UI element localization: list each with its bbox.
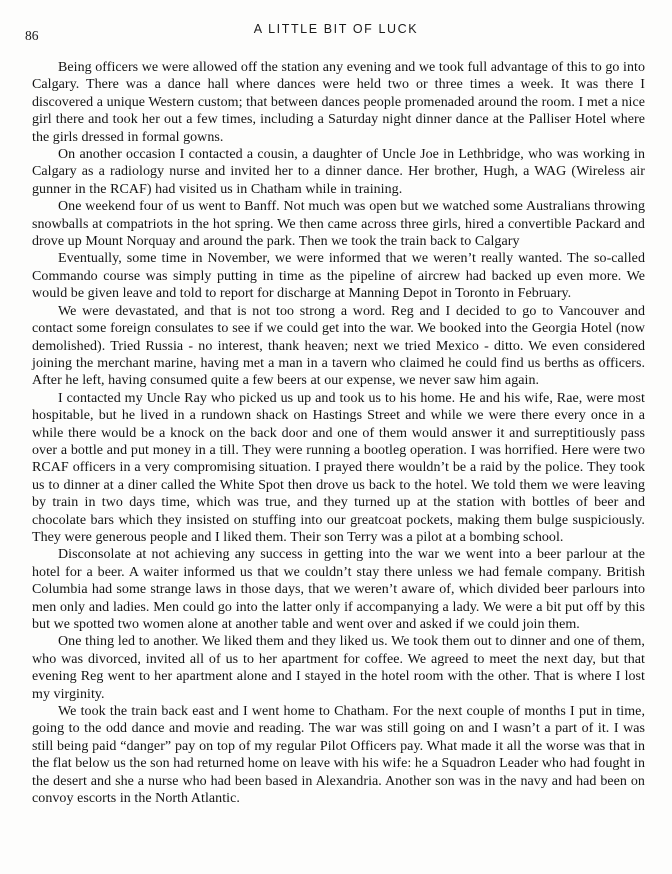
paragraph-discharge-news: Eventually, some time in November, we were informed that we weren’t really wanted. The so-called Commando course was simply putting in time as the pipeline of aircrew had backed up even more. We would be given leave and told to report for discharge at Manning Depot in Toronto in February. <box>32 251 645 302</box>
paragraph-beer-parlour: Disconsolate at not achieving any success in getting into the war we went into a beer parlour at the hotel for a beer. A waiter informed us that we couldn’t stay there unless we had female company. British Columbia had some strange laws in those days, that we weren’t aware of, which divided beer parlours into men only and ladies. Men could go into the latter only if accompanying a lady. We were a bit put off by this but we spotted two women alone at another table and went over and asked if we could join them. <box>32 547 645 632</box>
paragraph-dances-calgary: Being officers we were allowed off the station any evening and we took full advantage of this to go into Calgary. There was a dance hall where dances were held two or three times a week. It was there I discovered a unique Western custom; that between dances people promenaded around the room. I met a nice girl there and took her out a few times, including a Saturday night dinner dance at the Palliser Hotel where the girls dressed in formal gowns. <box>32 60 645 145</box>
paragraph-one-thing-led: One thing led to another. We liked them and they liked us. We took them out to dinner and one of them, who was divorced, invited all of us to her apartment for coffee. We agreed to meet the next day, but that evening Reg went to her apartment alone and I stayed in the hotel room with the other. That is where I lost my virginity. <box>32 634 645 702</box>
paragraph-banff-weekend: One weekend four of us went to Banff. Not much was open but we watched some Australians throwing snowballs at compatriots in the hot spring. We then came across three girls, hired a convertible Packard and drove up Mount Norquay and around the park. Then we took the train back to Calgary <box>32 199 645 250</box>
paragraph-cousin-lethbridge: On another occasion I contacted a cousin, a daughter of Uncle Joe in Lethbridge, who was working in Calgary as a radiology nurse and invited her to a dinner dance. Her brother, Hugh, a WAG (Wireless air gunner in the RCAF) had visited us in Chatham while in training. <box>32 147 645 197</box>
paragraph-uncle-ray: I contacted my Uncle Ray who picked us up and took us to his home. He and his wife, Rae, were most hospitable, but he lived in a rundown shack on Hastings Street and while we were there every once in a while there would be a knock on the back door and one of them would answer it and surreptitiously pass over a bottle and put money in a till. They were running a bootleg operation. I was horrified. Here were two RCAF officers in a very compromising situation. I prayed there wouldn’t be a raid by the police. They took us to dinner at a diner called the White Spot then drove us back to the hotel. We told them we were leaving by train in two days time, which was true, and they turned up at the station with bottles of beer and chocolate bars which they insisted on stuffing into our greatcoat pockets, making them bulge suspiciously. They were generous people and I liked them. Their son Terry was a pilot at a bombing school. <box>32 390 645 545</box>
running-title: A LITTLE BIT OF LUCK <box>253 22 419 36</box>
page-number: 86 <box>25 28 39 43</box>
paragraph-train-home: We took the train back east and I went home to Chatham. For the next couple of months I put in time, going to the odd dance and movie and reading. The war was still going on and I wasn’t a part of it. I was still being paid “danger” pay on top of my regular Pilot Officers pay. What made it all the worse was that in the flat below us the son had returned home on leave with his wife: he a Squadron Leader who had fought in the desert and she a nurse who had been based in Alexandria. Another son was in the navy and had been on convoy escorts in the North Atlantic. <box>32 704 645 807</box>
page-header <box>0 0 672 48</box>
paragraph-vancouver-consulates: We were devastated, and that is not too strong a word. Reg and I decided to go to Vancouver and contact some foreign consulates to see if we could get into the war. We booked into the Georgia Hotel (now demolished). Tried Russia - no interest, thank heaven; next we tried Mexico - ditto. We even considered joining the merchant marine, having met a man in a tavern who claimed he could find us berths as officers. After he left, having consumed quite a few beers at our expense, we never saw him again. <box>32 303 645 389</box>
page-body <box>32 59 645 807</box>
